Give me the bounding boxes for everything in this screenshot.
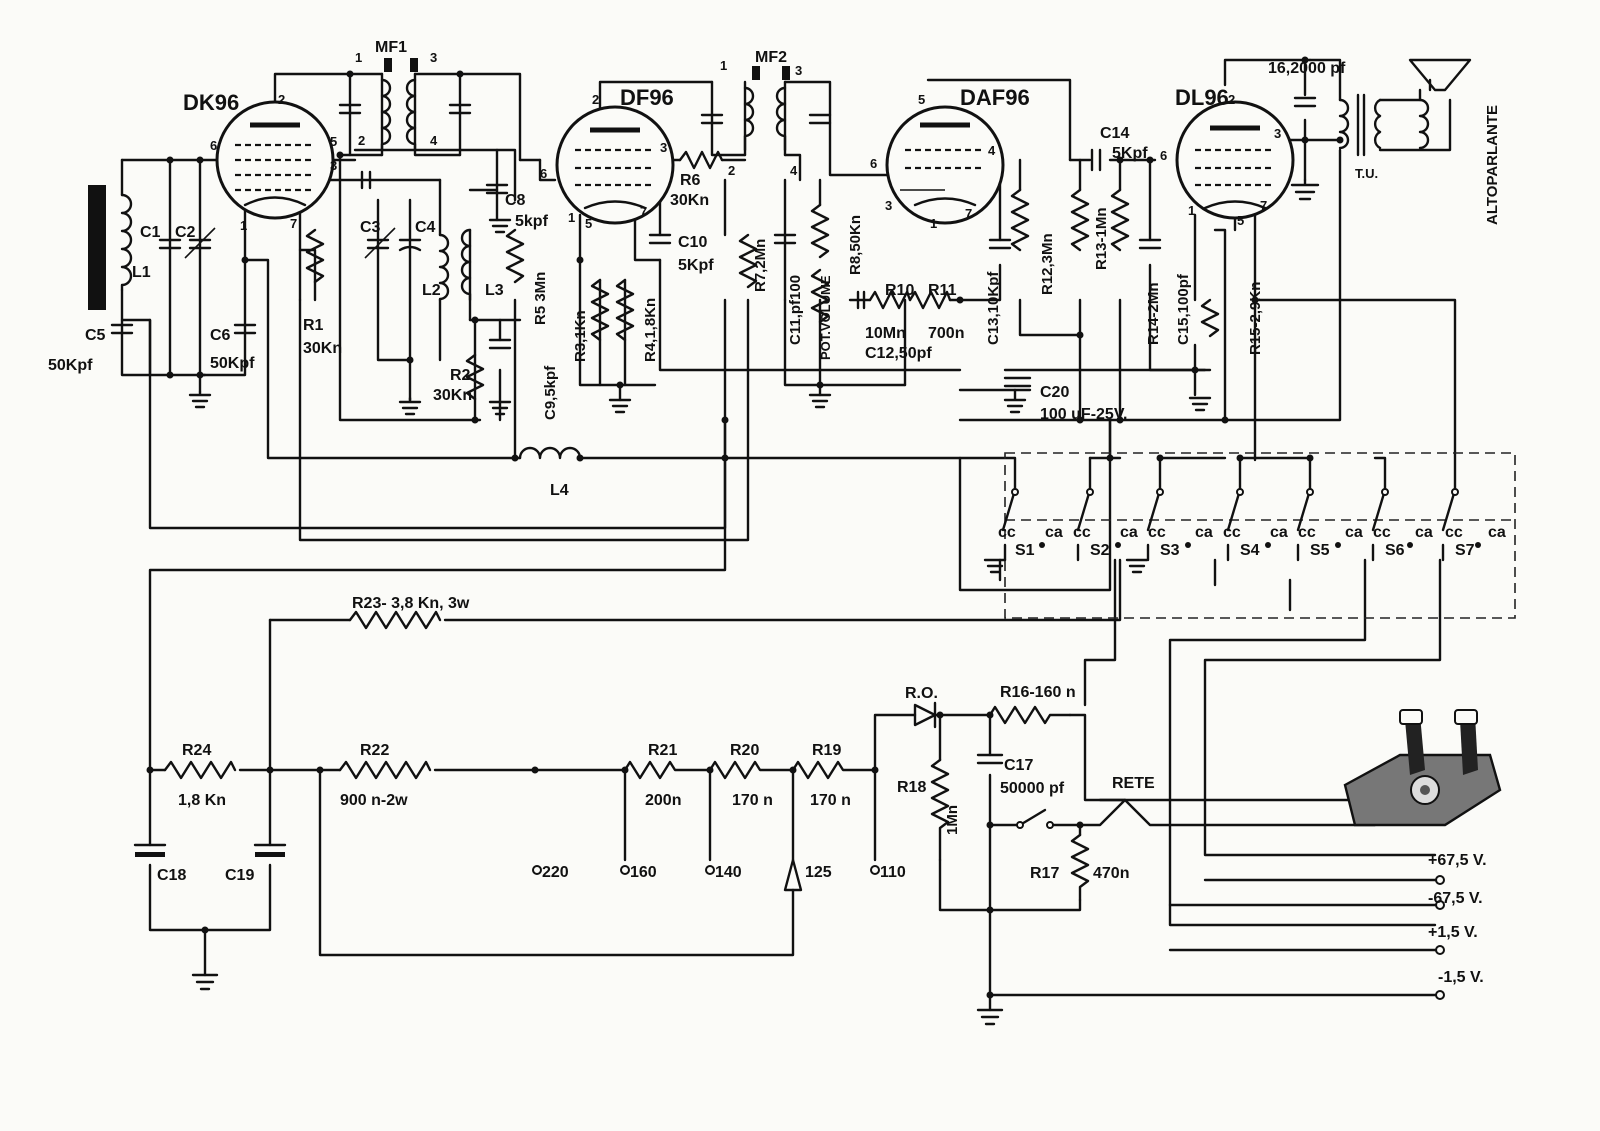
pin-label: 2 — [1228, 92, 1236, 107]
mf-pin: 4 — [790, 163, 798, 178]
switch-cc: cc — [1445, 524, 1463, 541]
r8-label: R8,50Kn — [847, 214, 864, 275]
mf-pin: 2 — [728, 163, 736, 178]
r12-label: R12,3Mn — [1039, 233, 1056, 295]
c14-label: C14 — [1100, 125, 1130, 142]
pin-label: 2 — [592, 92, 600, 107]
switch-label-s3: S3 — [1160, 542, 1180, 559]
c1-label: C1 — [140, 224, 161, 241]
c19-label: C19 — [225, 867, 255, 884]
c10-value: 5Kpf — [678, 257, 714, 274]
c9-label: C9,5kpf — [542, 365, 559, 420]
switch-ca: ca — [1270, 524, 1288, 541]
mf-pin: 3 — [795, 63, 803, 78]
tap-label: 220 — [542, 864, 569, 881]
c20-value: 100 uF-25V. — [1040, 406, 1128, 423]
c3-label: C3 — [360, 219, 381, 236]
r24-value: 1,8 Kn — [178, 792, 227, 809]
switch-ca: ca — [1345, 524, 1363, 541]
c17-value: 50000 pf — [1000, 780, 1065, 797]
r3-label: R3,1Kn — [572, 310, 589, 362]
switch-label-s4: S4 — [1240, 542, 1260, 559]
supply-label: -1,5 V. — [1438, 969, 1484, 986]
tube-label-dk96: DK96 — [183, 90, 240, 115]
switch-cc: cc — [1298, 524, 1316, 541]
r20-value: 170 n — [732, 792, 773, 809]
pin-label: 1 — [930, 216, 938, 231]
speaker-label: ALTOPARLANTE — [1484, 105, 1501, 225]
switch-cc: cc — [1223, 524, 1241, 541]
switch-label-s1: S1 — [1015, 542, 1035, 559]
pin-label: 7 — [1260, 198, 1268, 213]
switch-ca: ca — [1120, 524, 1138, 541]
tube-df96 — [557, 107, 673, 223]
r22-value: 900 n-2w — [340, 792, 408, 809]
pin-label: 3 — [660, 140, 668, 155]
r4-label: R4,1,8Kn — [642, 297, 659, 362]
r22-label: R22 — [360, 742, 390, 759]
mf1-label: MF1 — [375, 39, 407, 56]
pin-label: 5 — [918, 92, 926, 107]
switch-cc: cc — [1373, 524, 1391, 541]
mains-plug-icon — [1345, 710, 1500, 825]
r13-label: R13-1Mn — [1093, 207, 1110, 270]
c16-label: 16,2000 pf — [1268, 60, 1346, 77]
c15-label: C15,100pf — [1175, 274, 1192, 345]
c5-value: 50Kpf — [48, 357, 93, 374]
switch-cc: cc — [998, 524, 1016, 541]
pin-label: 5 — [585, 216, 593, 231]
tube-daf96 — [887, 107, 1003, 223]
switch-ca: ca — [1195, 524, 1213, 541]
pin-label: 6 — [1160, 148, 1168, 163]
supply-label: -67,5 V. — [1428, 890, 1483, 907]
pin-label: 3 — [330, 158, 338, 173]
r16-label: R16-160 n — [1000, 684, 1076, 701]
r23-label: R23- 3,8 Kn, 3w — [352, 595, 470, 612]
r5-label: R5 3Mn — [532, 271, 549, 325]
switch-label-s6: S6 — [1385, 542, 1405, 559]
loudspeaker — [1410, 60, 1470, 90]
c2-label: C2 — [175, 224, 196, 241]
pin-label: 6 — [210, 138, 218, 153]
tube-label-daf96: DAF96 — [960, 85, 1030, 110]
ro-label: R.O. — [905, 685, 938, 702]
supply-label: +1,5 V. — [1428, 924, 1478, 941]
r18-value: 1Mn — [944, 805, 961, 835]
pot-volume-label: POT.VOLUME — [818, 275, 833, 360]
r19-value: 170 n — [810, 792, 851, 809]
c5-label: C5 — [85, 327, 106, 344]
pin-label: 6 — [540, 166, 548, 181]
r17-label: R17 — [1030, 865, 1060, 882]
r2-label: R2 — [450, 367, 471, 384]
c6-value: 50Kpf — [210, 355, 255, 372]
r15-label: R15-2,9Kn — [1247, 281, 1264, 355]
r6-value: 30Kn — [670, 192, 710, 209]
switch-label-s5: S5 — [1310, 542, 1330, 559]
pin-label: 7 — [290, 216, 298, 231]
r10-label: R10 — [885, 282, 915, 299]
c8-label: C8 — [505, 192, 526, 209]
switch-cc: cc — [1073, 524, 1091, 541]
tube-label-dl96: DL96 — [1175, 85, 1229, 110]
r7-label: R7,2Mn — [752, 238, 769, 292]
c14-value: 5Kpf — [1112, 145, 1148, 162]
pin-label: 5 — [330, 134, 338, 149]
switch-ca: ca — [1415, 524, 1433, 541]
pin-label: 1 — [568, 210, 576, 225]
c20-label: C20 — [1040, 384, 1070, 401]
r14-label: R14-2Mn — [1145, 282, 1162, 345]
r24-label: R24 — [182, 742, 212, 759]
ferrite-antenna-rod — [88, 185, 106, 310]
r20-label: R20 — [730, 742, 760, 759]
mf-pin: 1 — [720, 58, 728, 73]
pin-label: 3 — [1274, 126, 1282, 141]
c18-label: C18 — [157, 867, 187, 884]
pin-label: 1 — [240, 218, 248, 233]
tap-label: 160 — [630, 864, 657, 881]
tu-label: T.U. — [1355, 166, 1379, 181]
r17-value: 470n — [1093, 865, 1130, 882]
tap-label: 140 — [715, 864, 742, 881]
r21-label: R21 — [648, 742, 678, 759]
l1-label: L1 — [132, 264, 151, 281]
c4-label: C4 — [415, 219, 436, 236]
pin-label: 2 — [278, 92, 286, 107]
rete-label: RETE — [1112, 775, 1155, 792]
pin-label: 3 — [885, 198, 893, 213]
c13-label: C13,10Kpf — [985, 271, 1002, 345]
r1-label: R1 — [303, 317, 324, 334]
c17-label: C17 — [1004, 757, 1034, 774]
pin-label: 5 — [1237, 213, 1245, 228]
c10-label: C10 — [678, 234, 708, 251]
switch-label-s7: S7 — [1455, 542, 1475, 559]
mf-pin: 4 — [430, 133, 438, 148]
switch-ca: ca — [1488, 524, 1506, 541]
c12-label: C12,50pf — [865, 345, 932, 362]
r21-value: 200n — [645, 792, 682, 809]
r2-value: 30Kn — [433, 387, 473, 404]
pin-label: 6 — [870, 156, 878, 171]
r18-label: R18 — [897, 779, 927, 796]
tube-dl96 — [1177, 102, 1293, 218]
switch-label-s2: S2 — [1090, 542, 1110, 559]
pin-label: 7 — [965, 206, 973, 221]
pin-label: 4 — [988, 143, 996, 158]
c6-label: C6 — [210, 327, 231, 344]
r19-label: R19 — [812, 742, 842, 759]
l2-label: L2 — [422, 282, 441, 299]
mf2-label: MF2 — [755, 49, 787, 66]
supply-label: +67,5 V. — [1428, 852, 1487, 869]
r11-label: R11 — [928, 282, 957, 299]
terminals — [533, 866, 1444, 999]
r1-value: 30Kn — [303, 340, 343, 357]
c11-label: C11,pf100 — [787, 274, 804, 345]
mf-pin: 3 — [430, 50, 438, 65]
pin-label: 1 — [1188, 203, 1196, 218]
mf-pin: 2 — [358, 133, 366, 148]
mf-pin: 1 — [355, 50, 363, 65]
switch-ca: ca — [1045, 524, 1063, 541]
r11-value: 700n — [928, 325, 965, 342]
l4-label: L4 — [550, 482, 569, 499]
switch-cc: cc — [1148, 524, 1166, 541]
tube-label-df96: DF96 — [620, 85, 674, 110]
pin-label: 7 — [640, 204, 648, 219]
tap-label: 125 — [805, 864, 832, 881]
c8-value: 5kpf — [515, 213, 548, 230]
r10-value: 10Mn — [865, 325, 906, 342]
tube-dk96 — [217, 102, 333, 218]
l3-label: L3 — [485, 282, 504, 299]
tap-label: 110 — [880, 864, 906, 881]
r6-label: R6 — [680, 172, 701, 189]
